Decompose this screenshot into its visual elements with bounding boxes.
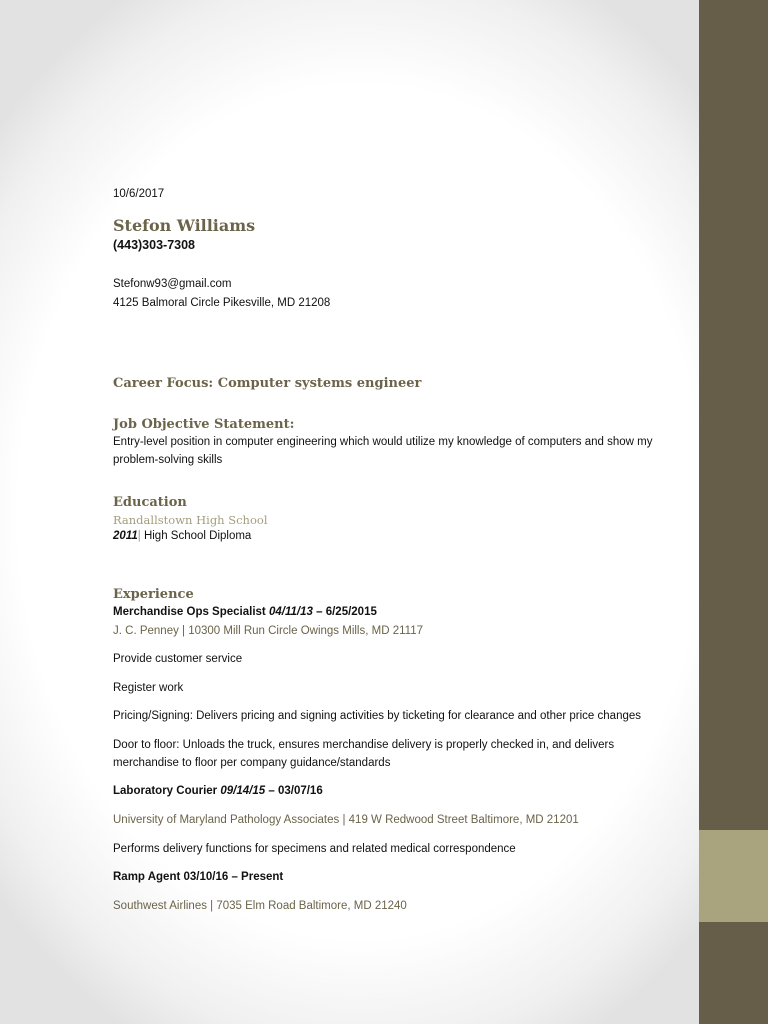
applicant-address: 4125 Balmoral Circle Pikesville, MD 21208: [113, 297, 331, 309]
applicant-phone: (443)303-7308: [113, 238, 196, 252]
applicant-name: Stefon Williams: [113, 216, 256, 235]
job2-title-line: [113, 784, 323, 798]
objective-heading: Job Objective Statement:: [113, 417, 295, 432]
decorative-side-bar: [699, 0, 768, 1024]
job1-dash: –: [316, 606, 323, 618]
job2-duty-1: Performs delivery functions for specimens and related medical correspondence: [113, 843, 516, 855]
job1-title-line: [113, 605, 377, 619]
job1-location: J. C. Penney | 10300 Mill Run Circle Owings Mills, MD 21117: [113, 625, 423, 637]
education-year: 2011: [113, 530, 138, 542]
job1-title: Merchandise Ops Specialist: [113, 606, 266, 618]
school-name: Randallstown High School: [113, 513, 268, 527]
diploma: High School Diploma: [143, 530, 252, 542]
applicant-email: Stefonw93@gmail.com: [113, 278, 232, 290]
job1-duty-3: Pricing/Signing: Delivers pricing and signing activities by ticketing for clearance and other price changes: [113, 710, 642, 722]
job2-title: Laboratory Courier: [113, 785, 218, 797]
job2-dash: –: [268, 785, 275, 797]
education-line: [113, 529, 251, 543]
education-separator: |: [137, 530, 141, 542]
job3-location: Southwest Airlines | 7035 Elm Road Baltimore, MD 21240: [113, 900, 407, 912]
job1-duty-2: Register work: [113, 682, 184, 694]
job3-title-line: Ramp Agent 03/10/16 – Present: [113, 871, 284, 883]
job2-location: University of Maryland Pathology Associates | 419 W Redwood Street Baltimore, MD 21201: [113, 814, 579, 826]
job1-duty-4: Door to floor: Unloads the truck, ensures merchandise delivery is properly checked in, and delivers merchandise to floor per company guidance/standards: [113, 739, 615, 769]
education-heading: Education: [113, 495, 187, 510]
job1-start-date: 04/11/13: [268, 606, 313, 618]
resume-date: 10/6/2017: [113, 188, 165, 200]
job2-end-date: 03/07/16: [277, 785, 323, 797]
decorative-side-accent: [699, 830, 768, 922]
job1-duty-1: Provide customer service: [113, 653, 243, 665]
resume-document: [113, 0, 693, 1024]
job1-end-date: 6/25/2015: [325, 606, 377, 618]
job2-start-date: 09/14/15: [220, 785, 266, 797]
career-focus-heading: Career Focus: Computer systems engineer: [113, 376, 422, 391]
experience-heading: Experience: [113, 587, 194, 602]
objective-text: Entry-level position in computer engineering which would utilize my knowledge of computers and show my problem-solving skills: [113, 436, 653, 466]
